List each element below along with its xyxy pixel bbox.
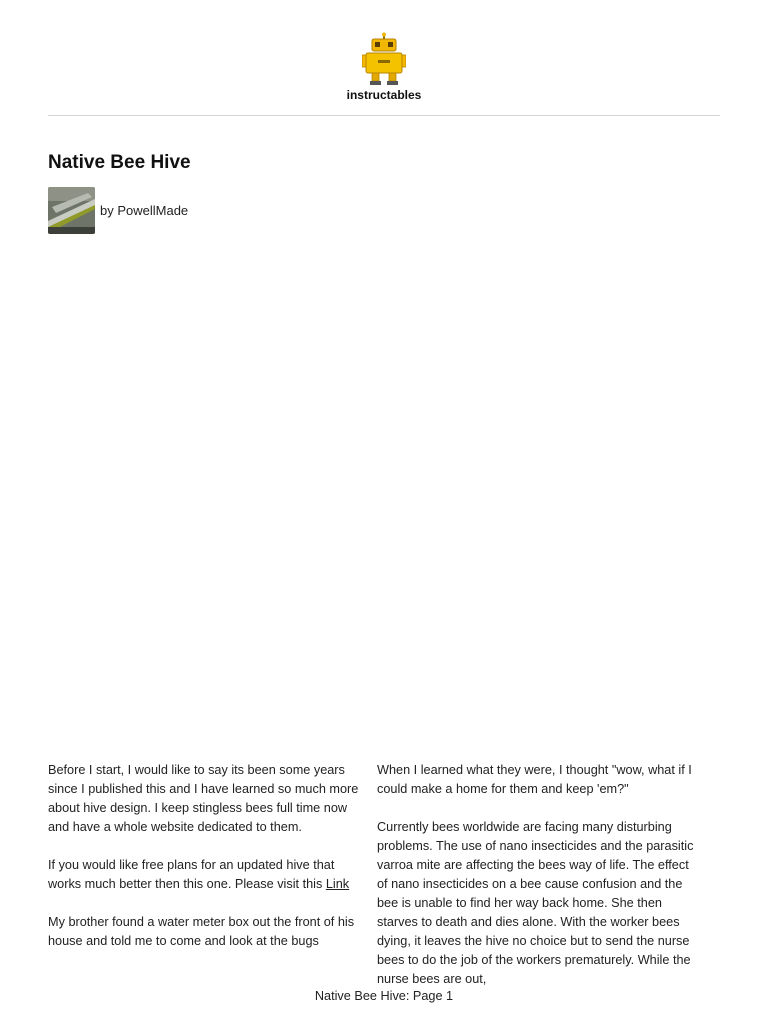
article-column-right bbox=[377, 761, 695, 1008]
instructables-robot-logo-icon[interactable] bbox=[362, 32, 406, 86]
author-byline[interactable]: by PowellMade bbox=[100, 203, 189, 218]
paragraph: Currently bees worldwide are facing many disturbing problems. The use of nano insecticides and the parasitic varroa mite are affecting the bees way of life. The effect of nano insecticides on a bee cause confusion and the bee is unable to find her way back home. She then starves to death and dies alone. With the worker bees dying, it leaves the hive no choice but to send the nurse bees to do the job of the workers prematurely. While the nurse bees are out, bbox=[377, 820, 694, 986]
brand-name[interactable]: instructables bbox=[346, 88, 422, 102]
paragraph bbox=[48, 856, 366, 894]
paragraph-text: If you would like free plans for an updated hive that works much better then this one. Please visit this bbox=[48, 858, 335, 891]
page-title: Native Bee Hive bbox=[48, 152, 191, 173]
author-avatar[interactable] bbox=[48, 187, 95, 234]
plans-link[interactable]: Link bbox=[325, 877, 350, 891]
author-avatar-image bbox=[48, 187, 95, 234]
page-header bbox=[0, 0, 768, 116]
header-divider bbox=[48, 115, 720, 116]
paragraph: My brother found a water meter box out the front of his house and told me to come and look at the bugs bbox=[48, 915, 355, 948]
paragraph: When I learned what they were, I thought "wow, what if I could make a home for them and keep 'em?" bbox=[377, 763, 692, 796]
paragraph: Before I start, I would like to say its been some years since I published this and I have learned so much more about hive design. I keep stingless bees full time now and have a whole website dedicated to them. bbox=[48, 763, 359, 834]
article-column-left bbox=[48, 761, 366, 970]
page-footer: Native Bee Hive: Page 1 bbox=[0, 987, 768, 1005]
